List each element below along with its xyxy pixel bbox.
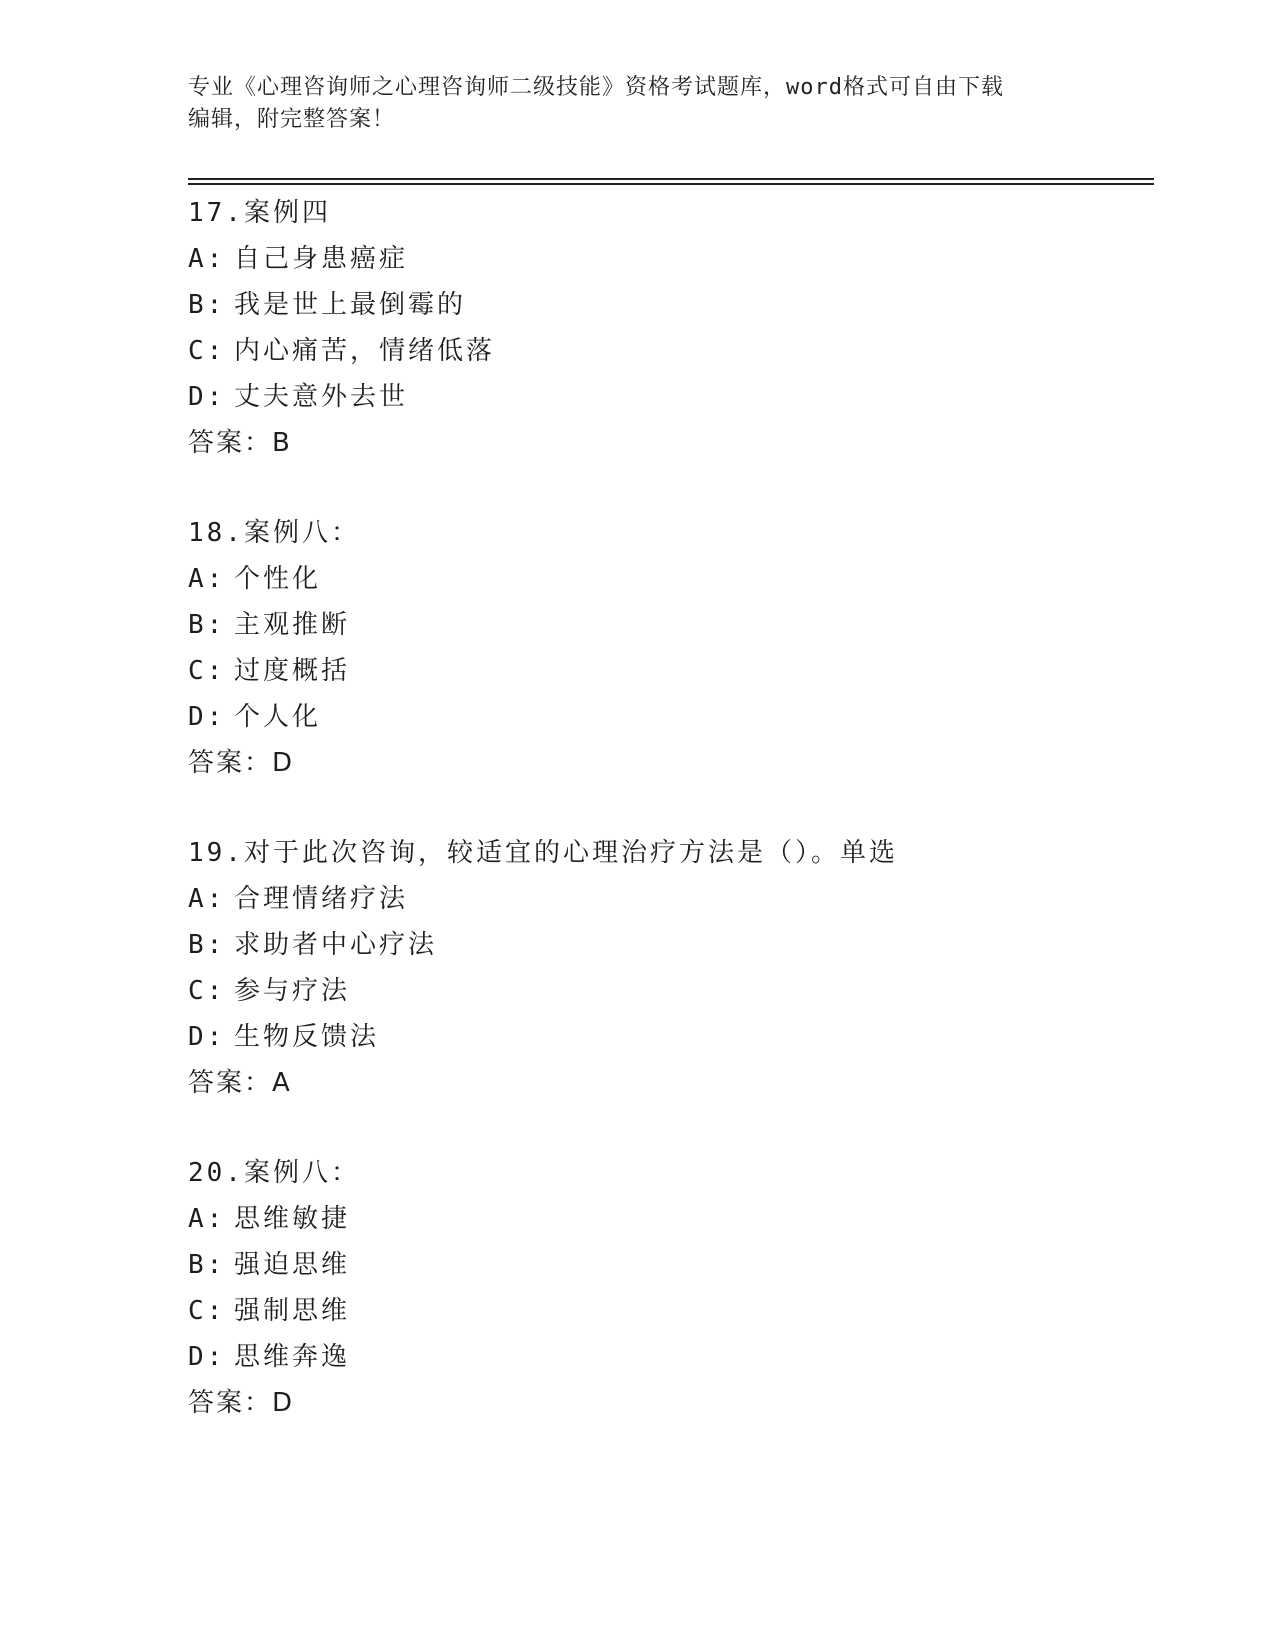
option-text: 内心痛苦，情绪低落 bbox=[234, 336, 496, 366]
question-title: 18.案例八： bbox=[188, 518, 360, 548]
option-text: 过度概括 bbox=[234, 656, 351, 686]
answer-line: 答案：D bbox=[188, 748, 295, 778]
option-text: 主观推断 bbox=[234, 610, 351, 640]
option-key: A: bbox=[188, 1204, 226, 1234]
option-b bbox=[188, 282, 1148, 328]
question-17 bbox=[188, 190, 1148, 466]
question-title: 19.对于此次咨询，较适宜的心理治疗方法是（）。单选 bbox=[188, 838, 898, 868]
option-text: 求助者中心疗法 bbox=[234, 930, 438, 960]
option-d bbox=[188, 1014, 1148, 1060]
option-text: 个性化 bbox=[234, 564, 322, 594]
question-title: 17.案例四 bbox=[188, 198, 331, 228]
option-b bbox=[188, 1242, 1148, 1288]
question-title: 20.案例八： bbox=[188, 1158, 360, 1188]
option-key: B: bbox=[188, 930, 226, 960]
option-text: 思维奔逸 bbox=[234, 1342, 351, 1372]
answer-line: 答案：D bbox=[188, 1388, 295, 1418]
option-key: D: bbox=[188, 1342, 226, 1372]
answer-line: 答案：B bbox=[188, 428, 292, 458]
option-key: B: bbox=[188, 290, 226, 320]
option-d bbox=[188, 1334, 1148, 1380]
document-header bbox=[188, 72, 1088, 136]
header-divider-bottom bbox=[188, 183, 1154, 185]
option-text: 强迫思维 bbox=[234, 1250, 351, 1280]
option-c bbox=[188, 968, 1148, 1014]
question-list bbox=[188, 190, 1148, 1470]
option-key: C: bbox=[188, 336, 226, 366]
option-key: D: bbox=[188, 1022, 226, 1052]
option-text: 强制思维 bbox=[234, 1296, 351, 1326]
option-text: 思维敏捷 bbox=[234, 1204, 351, 1234]
option-d bbox=[188, 374, 1148, 420]
option-key: B: bbox=[188, 610, 226, 640]
option-b bbox=[188, 922, 1148, 968]
option-text: 丈夫意外去世 bbox=[234, 382, 409, 412]
option-a bbox=[188, 236, 1148, 282]
option-key: C: bbox=[188, 656, 226, 686]
option-c bbox=[188, 328, 1148, 374]
option-b bbox=[188, 602, 1148, 648]
question-20 bbox=[188, 1150, 1148, 1426]
option-key: A: bbox=[188, 884, 226, 914]
option-text: 个人化 bbox=[234, 702, 322, 732]
option-key: D: bbox=[188, 702, 226, 732]
option-a bbox=[188, 876, 1148, 922]
option-a bbox=[188, 556, 1148, 602]
option-key: C: bbox=[188, 1296, 226, 1326]
option-text: 参与疗法 bbox=[234, 976, 351, 1006]
header-divider-top bbox=[188, 178, 1154, 180]
option-key: A: bbox=[188, 564, 226, 594]
option-key: A: bbox=[188, 244, 226, 274]
question-18 bbox=[188, 510, 1148, 786]
option-text: 生物反馈法 bbox=[234, 1022, 380, 1052]
header-line-1: 专业《心理咨询师之心理咨询师二级技能》资格考试题库，word格式可自由下载 bbox=[188, 75, 1004, 100]
option-text: 自己身患癌症 bbox=[234, 244, 409, 274]
answer-line: 答案：A bbox=[188, 1068, 292, 1098]
option-d bbox=[188, 694, 1148, 740]
option-c bbox=[188, 1288, 1148, 1334]
question-19 bbox=[188, 830, 1148, 1106]
option-key: C: bbox=[188, 976, 226, 1006]
option-c bbox=[188, 648, 1148, 694]
option-key: D: bbox=[188, 382, 226, 412]
header-line-2: 编辑，附完整答案！ bbox=[188, 107, 396, 132]
option-text: 合理情绪疗法 bbox=[234, 884, 409, 914]
option-text: 我是世上最倒霉的 bbox=[234, 290, 467, 320]
option-a bbox=[188, 1196, 1148, 1242]
option-key: B: bbox=[188, 1250, 226, 1280]
